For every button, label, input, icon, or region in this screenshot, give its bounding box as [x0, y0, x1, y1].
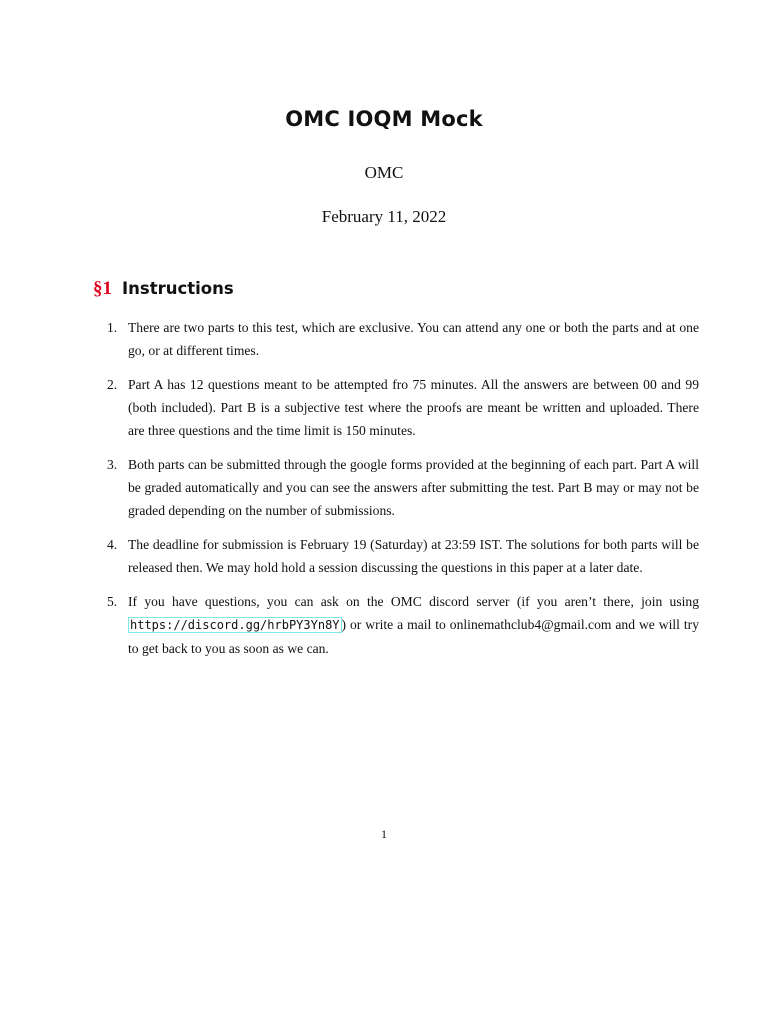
document-title: OMC IOQM Mock — [285, 107, 483, 131]
instruction-text: The deadline for submission is February 19 (Saturday) at 23:59 IST. The solutions for both parts will be released then. We may hold hold a session discussing the questions in this paper at a later date. — [128, 537, 699, 575]
instruction-number: 2. — [107, 377, 118, 392]
instruction-text: Part A has 12 questions meant to be attempted fro 75 minutes. All the answers are between 00 and 99 (both included). Part B is a subjective test where the proofs are meant be written and uploaded. There are three questions and the time limit is 150 minutes. — [128, 377, 699, 438]
section-heading — [93, 278, 234, 300]
discord-link[interactable]: https://discord.gg/hrbPY3Yn8Y — [130, 618, 340, 632]
document-date: February 11, 2022 — [321, 207, 447, 226]
instruction-text-before-link: If you have questions, you can ask on the OMC discord server (if you aren’t there, join using — [128, 594, 699, 609]
instruction-list — [107, 316, 699, 671]
instruction-item-5 — [107, 590, 699, 660]
section-number: §1 — [93, 278, 112, 299]
instruction-number: 1. — [107, 320, 118, 335]
instruction-number: 3. — [107, 457, 118, 472]
instruction-item-2 — [107, 373, 699, 442]
instruction-item-4 — [107, 533, 699, 579]
instruction-text-after-link: ) or write a mail to onlinemathclub4@gmail.com and we will try to get back to you as soon as we can. — [128, 617, 699, 656]
instruction-number: 5. — [107, 594, 118, 609]
instruction-item-3 — [107, 453, 699, 522]
instruction-item-1 — [107, 316, 699, 362]
instruction-text: There are two parts to this test, which are exclusive. You can attend any one or both the parts and at one go, or at different times. — [128, 320, 699, 358]
instruction-text: Both parts can be submitted through the google forms provided at the beginning of each part. Part A will be graded automatically and you can see the answers after submitting the test. Part B may or may not be graded depending on the number of submissions. — [128, 457, 699, 518]
page-number: 1 — [381, 827, 387, 841]
instruction-number: 4. — [107, 537, 118, 552]
document-author: OMC — [364, 163, 404, 182]
section-title: Instructions — [122, 279, 234, 298]
